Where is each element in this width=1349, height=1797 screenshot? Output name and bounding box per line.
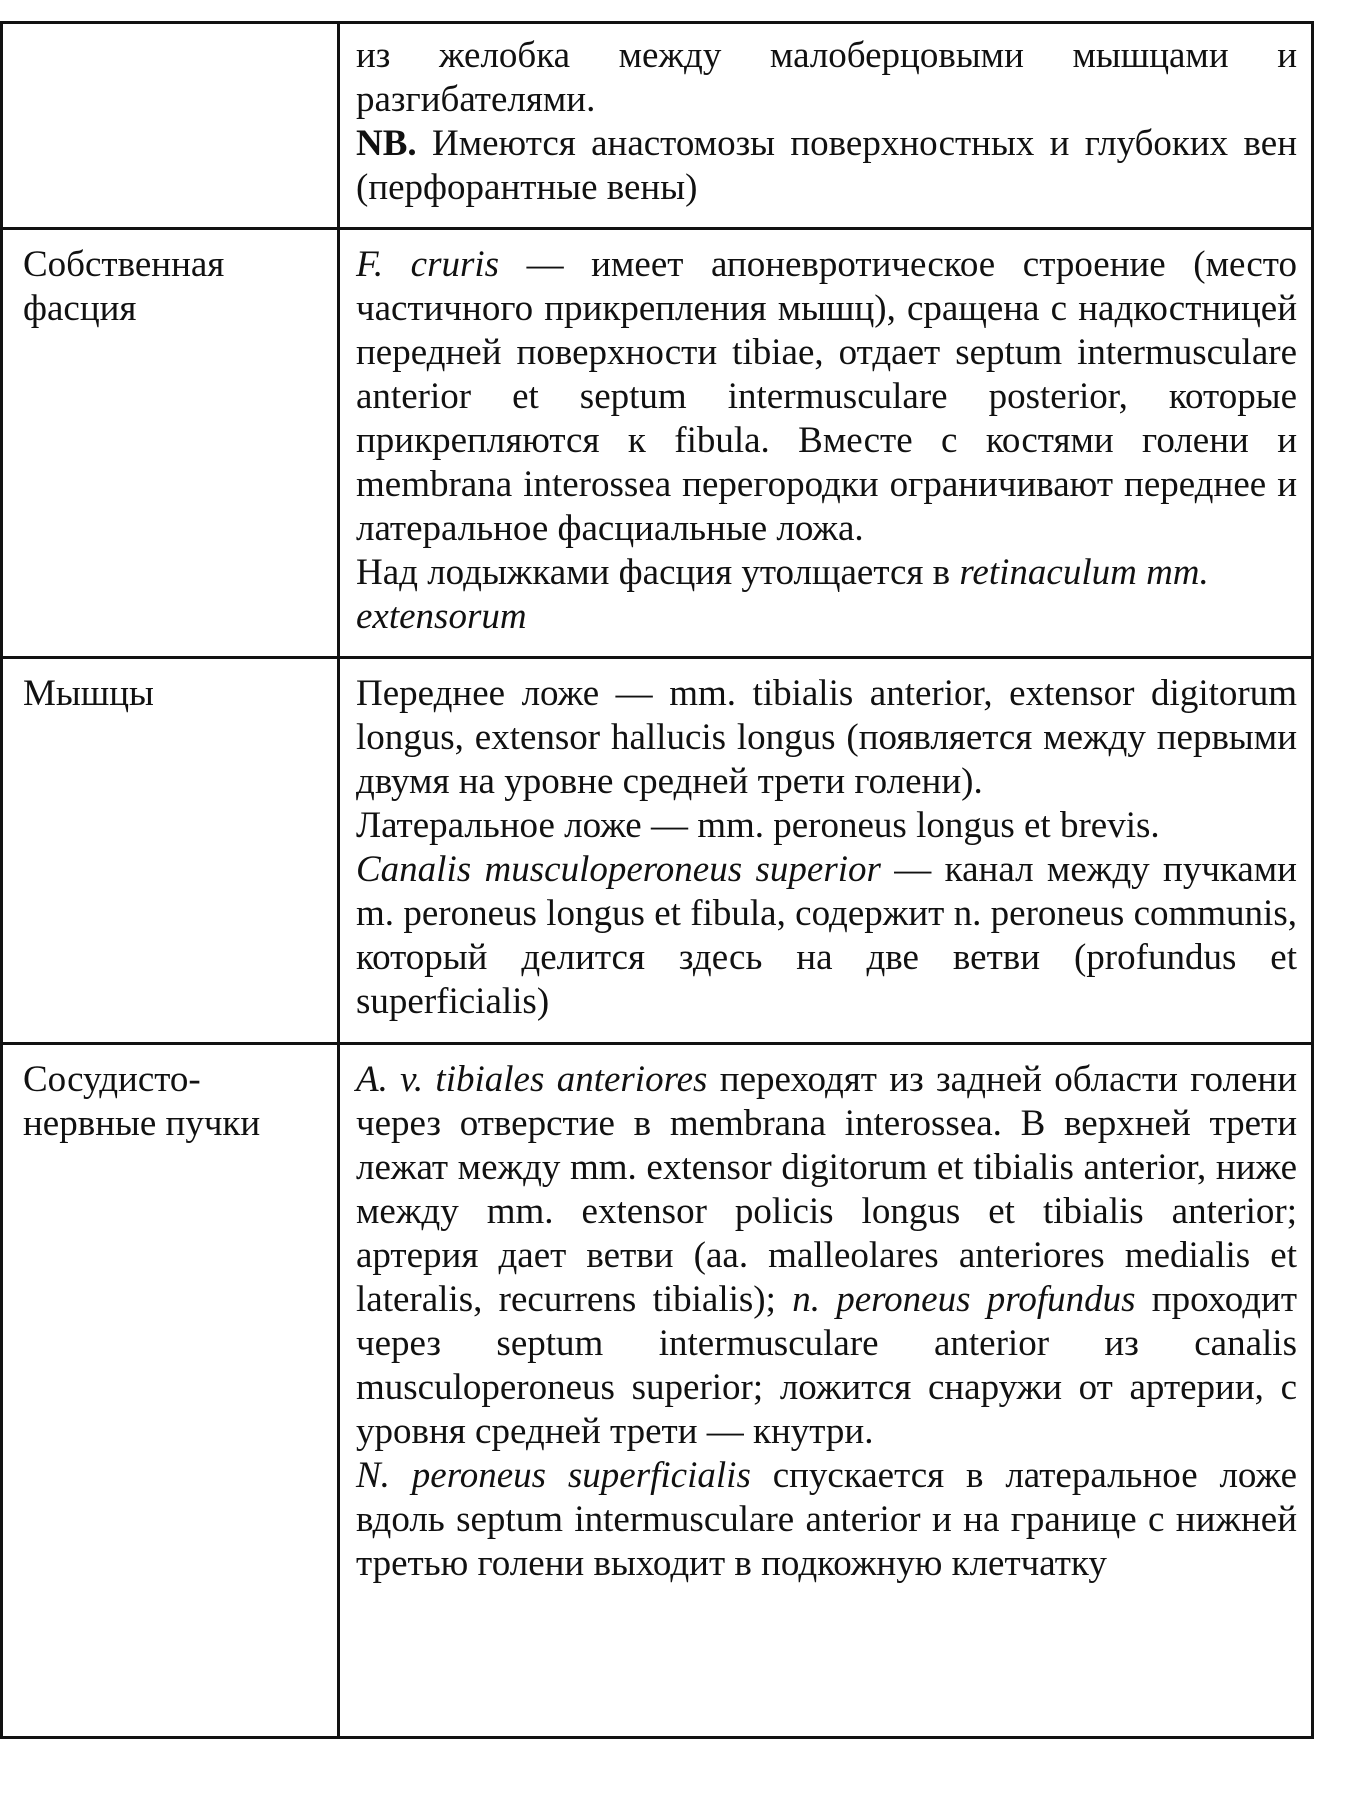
latin-term: n. peroneus profundus (792, 1279, 1136, 1320)
paragraph (356, 122, 1297, 210)
latin-term: Canalis musculoperoneus superior (356, 849, 881, 890)
row-label: Собственная фасция (23, 244, 225, 329)
row-label-cell (2, 658, 339, 1044)
latin-term: N. peroneus superficialis (356, 1455, 751, 1496)
text-run: Переднее ложе — mm. tibialis anterior, extensor digitorum longus, extensor hallucis longus (появляется между первыми двумя на уровне средней трети голени). (356, 673, 1297, 802)
text-run: переходят из задней области голени через отверстие в membrana interossea. В верхней трети лежат между mm. extensor digitorum et tibialis anterior, ниже между mm. extensor policis longus et tibialis anterior; артерия дает ветви (aa. malleolares anteriores medialis et lateralis, recurrens tibialis); (356, 1059, 1298, 1320)
paragraph (356, 804, 1297, 848)
table-row (2, 1044, 1313, 1738)
text-run: — имеет апоневротическое строение (место частичного прикрепления мышц), сращена с надкостницей передней поверхности tibiae, отдает septum intermusculare anterior et septum intermusculare posterior, которые прикрепляются к fibula. Вместе с костями голени и membrana interossea перегородки ограничивают переднее и латеральное фасциальные ложа. (356, 244, 1297, 549)
paragraph (356, 34, 1297, 122)
paragraph (356, 1058, 1297, 1454)
table-row (2, 229, 1313, 658)
text-run: — канал между пучками m. peroneus longus et fibula, содержит n. peroneus communis, который делится здесь на две ветви (profundus et superficialis) (356, 849, 1297, 1022)
row-content-cell (339, 23, 1313, 229)
table-row (2, 658, 1313, 1044)
latin-term: retinaculum mm. extensorum (356, 552, 1209, 637)
row-label-cell (2, 23, 339, 229)
row-label: Сосудисто-нервные пучки (23, 1059, 261, 1144)
row-label-cell (2, 229, 339, 658)
row-content-cell (339, 229, 1313, 658)
paragraph (356, 551, 1297, 639)
text-run: из желобка между малоберцовыми мышцами и разгибателями. (356, 35, 1297, 120)
row-content-cell (339, 1044, 1313, 1738)
nb-label: NB. (356, 123, 417, 164)
anatomy-table (0, 21, 1314, 1739)
latin-term: A. v. tibiales anteriores (356, 1059, 708, 1100)
text-run: проходит через septum intermusculare anterior из canalis musculoperoneus superior; ложится снаружи от артерии, с уровня средней трети — кнутри. (356, 1279, 1297, 1452)
row-label-cell (2, 1044, 339, 1738)
paragraph (356, 243, 1297, 551)
row-content-cell (339, 658, 1313, 1044)
row-label: Мышцы (23, 673, 154, 714)
latin-term: F. cruris (356, 244, 500, 285)
text-run: спускается в латеральное ложе вдоль septum intermusculare anterior и на границе с нижней третью голени выходит в подкожную клетчатку (356, 1455, 1297, 1584)
table-row (2, 23, 1313, 229)
text-run: Имеются анастомозы поверхностных и глубоких вен (перфорантные вены) (356, 123, 1297, 208)
text-run: Латеральное ложе — mm. peroneus longus et brevis. (356, 805, 1160, 846)
paragraph (356, 672, 1297, 804)
text-run: Над лодыжками фасция утолщается в (356, 552, 960, 593)
paragraph (356, 1454, 1297, 1586)
paragraph (356, 848, 1297, 1024)
